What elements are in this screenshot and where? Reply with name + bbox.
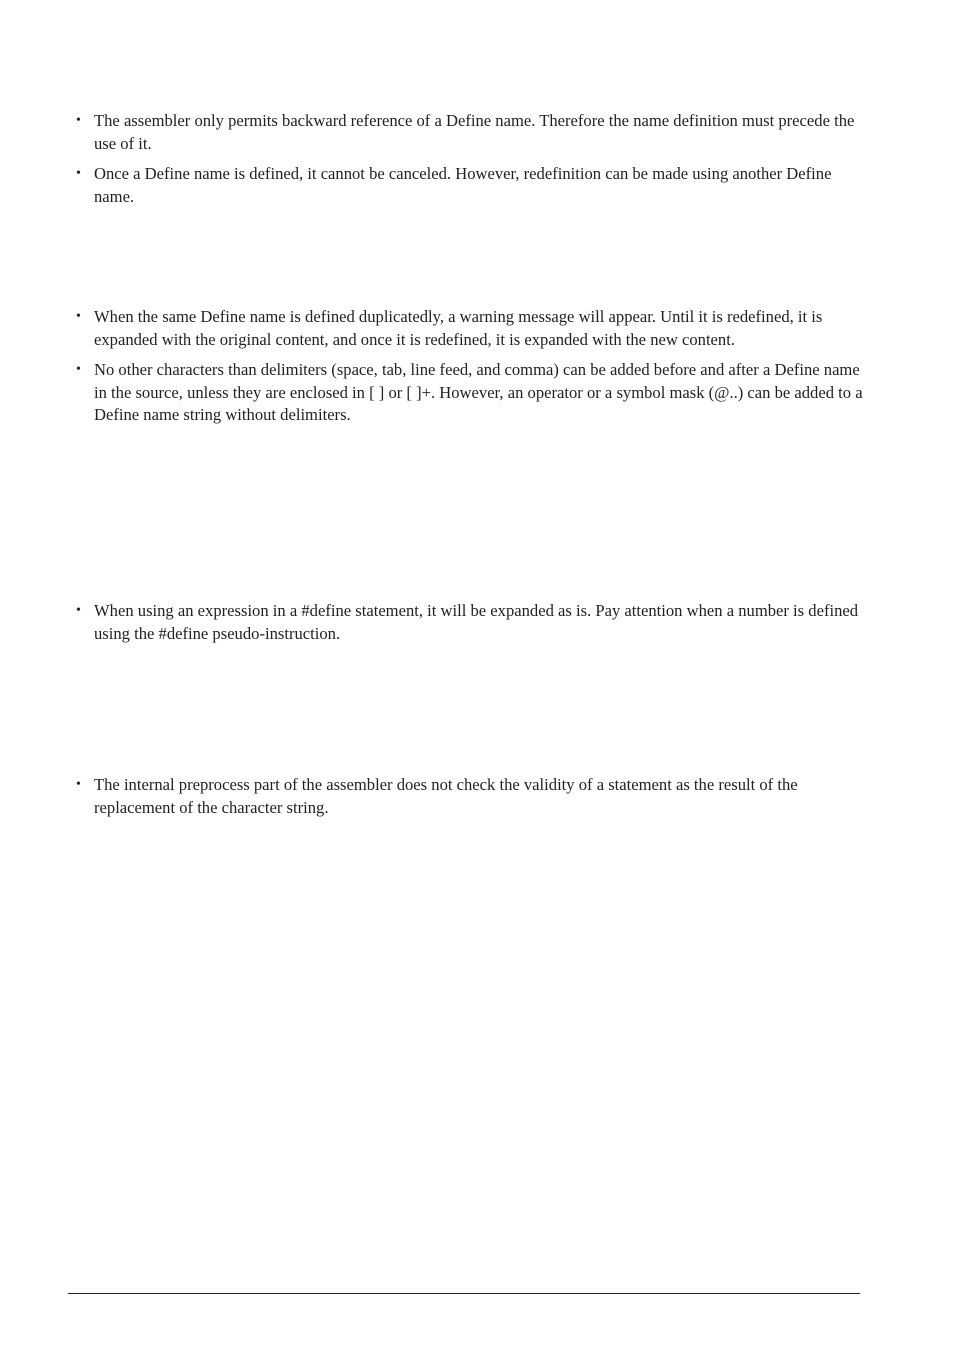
list-item <box>76 163 866 208</box>
list-item <box>76 600 866 645</box>
bullet-icon: • <box>76 362 81 377</box>
note-list-duplicate-definition <box>76 306 866 435</box>
bullet-icon: • <box>76 603 81 618</box>
footer-divider <box>68 1293 860 1294</box>
list-item <box>76 110 866 155</box>
list-item-text: The internal preprocess part of the assembler does not check the validity of a statement as the result of the replacement of the character string. <box>94 775 798 817</box>
list-item-text: When using an expression in a #define statement, it will be expanded as is. Pay attention when a number is defined using the #define pseudo-instruction. <box>94 601 859 643</box>
list-item-text: When the same Define name is defined duplicatedly, a warning message will appear. Until it is redefined, it is expanded with the original content, and once it is redefined, it is expanded with the new content. <box>94 307 823 349</box>
list-item <box>76 774 866 819</box>
note-list-backward-reference <box>76 110 866 216</box>
bullet-icon: • <box>76 309 81 324</box>
bullet-icon: • <box>76 777 81 792</box>
bullet-icon: • <box>76 166 81 181</box>
list-item-text: Once a Define name is defined, it cannot be canceled. However, redefinition can be made using another Define name. <box>94 164 832 206</box>
list-item <box>76 306 866 351</box>
note-list-expression <box>76 600 866 653</box>
note-list-validity <box>76 774 866 827</box>
list-item-text: No other characters than delimiters (space, tab, line feed, and comma) can be added before and after a Define name in the source, unless they are enclosed in [ ] or [ ]+. However, an operator or a symbol mask (@..) can be added to a Define name string without delimiters. <box>94 360 863 424</box>
list-item-text: The assembler only permits backward reference of a Define name. Therefore the name definition must precede the use of it. <box>94 111 855 153</box>
bullet-icon: • <box>76 113 81 128</box>
list-item <box>76 359 866 427</box>
